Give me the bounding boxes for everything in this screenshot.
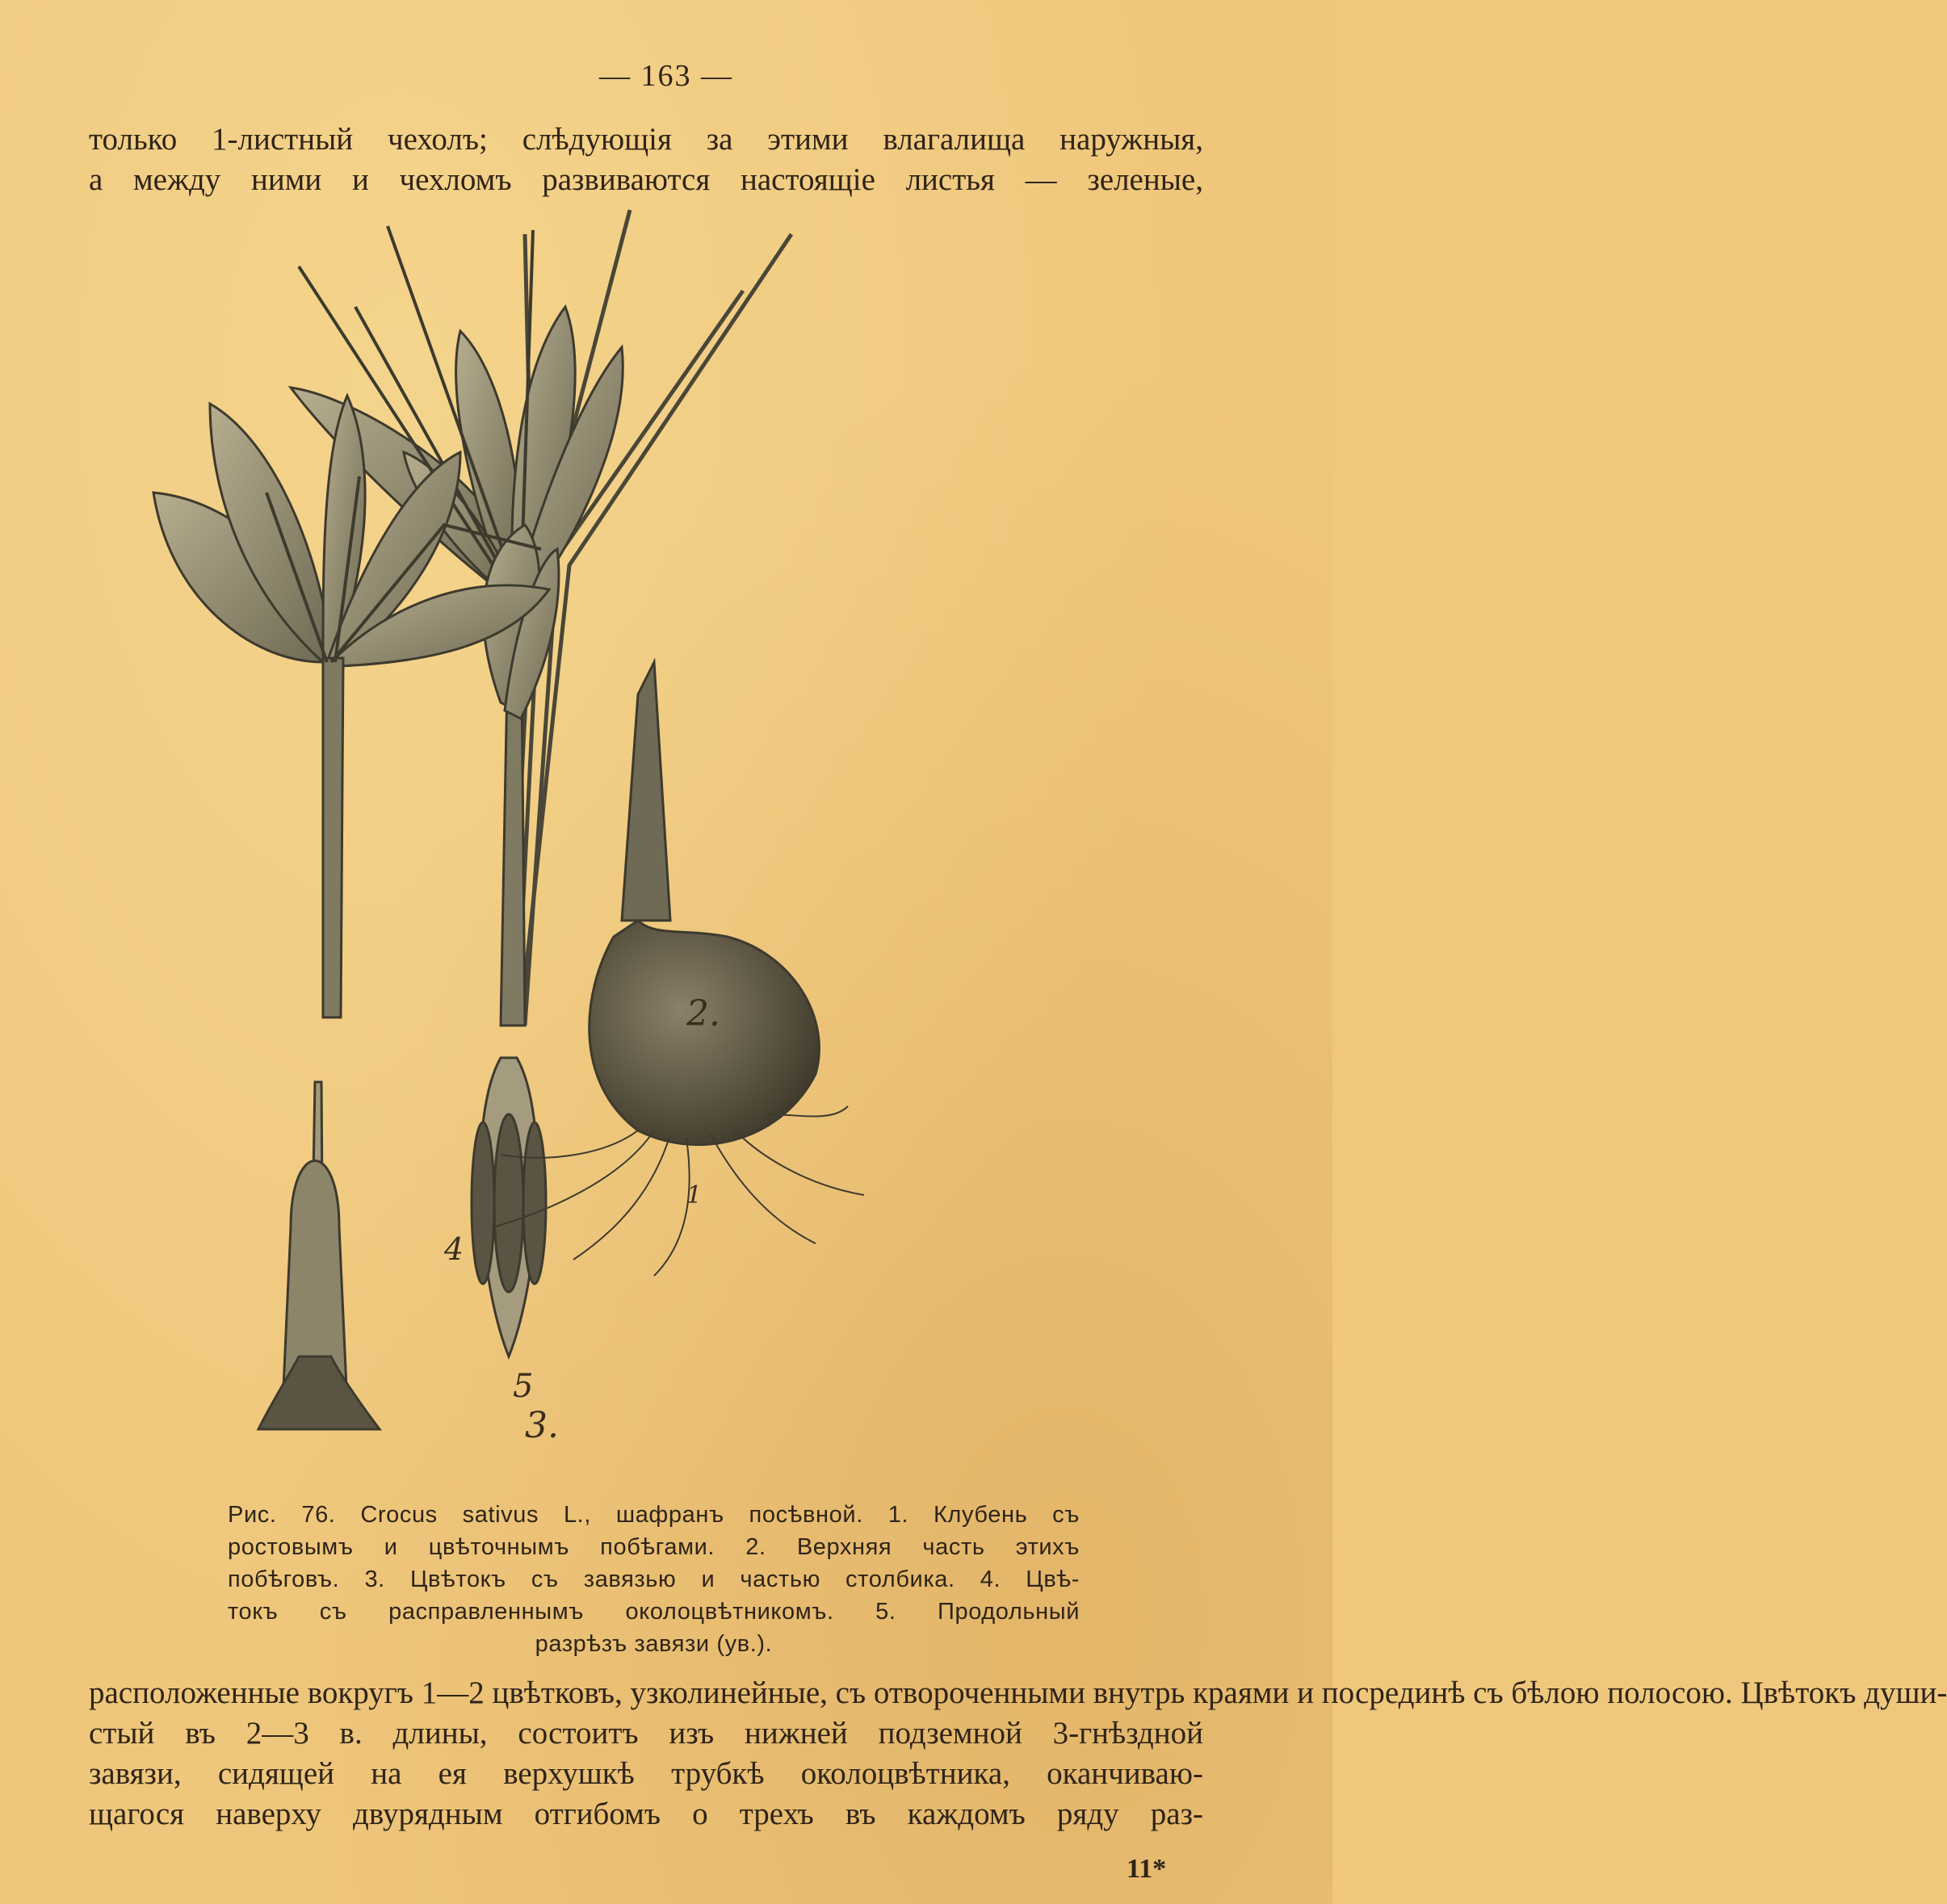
caption-line: токъ съ расправленнымъ околоцвѣтникомъ. 5. Продольный bbox=[228, 1599, 1080, 1625]
caption-line: ростовымъ и цвѣточнымъ побѣгами. 2. Верхняя часть этихъ bbox=[228, 1534, 1080, 1560]
fig-label-4: 4 bbox=[444, 1231, 464, 1267]
fig-label-3: 3. bbox=[525, 1405, 559, 1446]
text-line: только 1-листный чехолъ; слѣдующія за этими влагалища наружныя, bbox=[89, 122, 1203, 157]
text-line: щагося наверху двурядным отгибомъ о трехъ въ каждомъ ряду раз- bbox=[89, 1797, 1203, 1831]
signature-mark: 11* bbox=[1127, 1854, 1167, 1884]
text-line: а между ними и чехломъ развиваются настоящіе листья — зеленые, bbox=[89, 162, 1203, 197]
figure-caption bbox=[228, 1499, 1080, 1660]
crocus-illustration bbox=[202, 210, 1066, 1470]
ovary-section-5 bbox=[472, 1058, 546, 1357]
text-line: расположенные вокругъ 1—2 цвѣтковъ, узколинейные, съ отвороченными внутрь краями и посрединѣ съ бѣлою полосою. Цвѣтокъ души- bbox=[89, 1675, 1947, 1710]
bottom-paragraph bbox=[89, 1673, 1947, 1835]
caption-line: побѣговъ. 3. Цвѣтокъ съ завязью и частью столбика. 4. Цвѣ- bbox=[228, 1566, 1080, 1592]
fig-label-5: 5 bbox=[513, 1368, 534, 1405]
text-line: завязи, сидящей на ея верхушкѣ трубкѣ околоцвѣтника, оканчиваю- bbox=[89, 1756, 1203, 1791]
top-paragraph bbox=[89, 120, 1203, 200]
fig-label-2: 2. bbox=[686, 993, 720, 1034]
flower-section-3 bbox=[258, 1082, 380, 1429]
corm-shoot-1 bbox=[590, 662, 820, 1145]
text-line: стый въ 2—3 в. длины, состоитъ изъ нижней подземной 3-гнѣздной bbox=[89, 1716, 1203, 1751]
fig-label-1: 1 bbox=[686, 1181, 703, 1210]
caption-line: разрѣзъ завязи (ув.). bbox=[535, 1631, 773, 1657]
caption-line: Рис. 76. Crocus sativus L., шафранъ посѣвной. 1. Клубень съ bbox=[228, 1502, 1080, 1528]
botanical-drawing bbox=[202, 210, 1066, 1470]
page-number: — 163 — bbox=[599, 59, 733, 93]
